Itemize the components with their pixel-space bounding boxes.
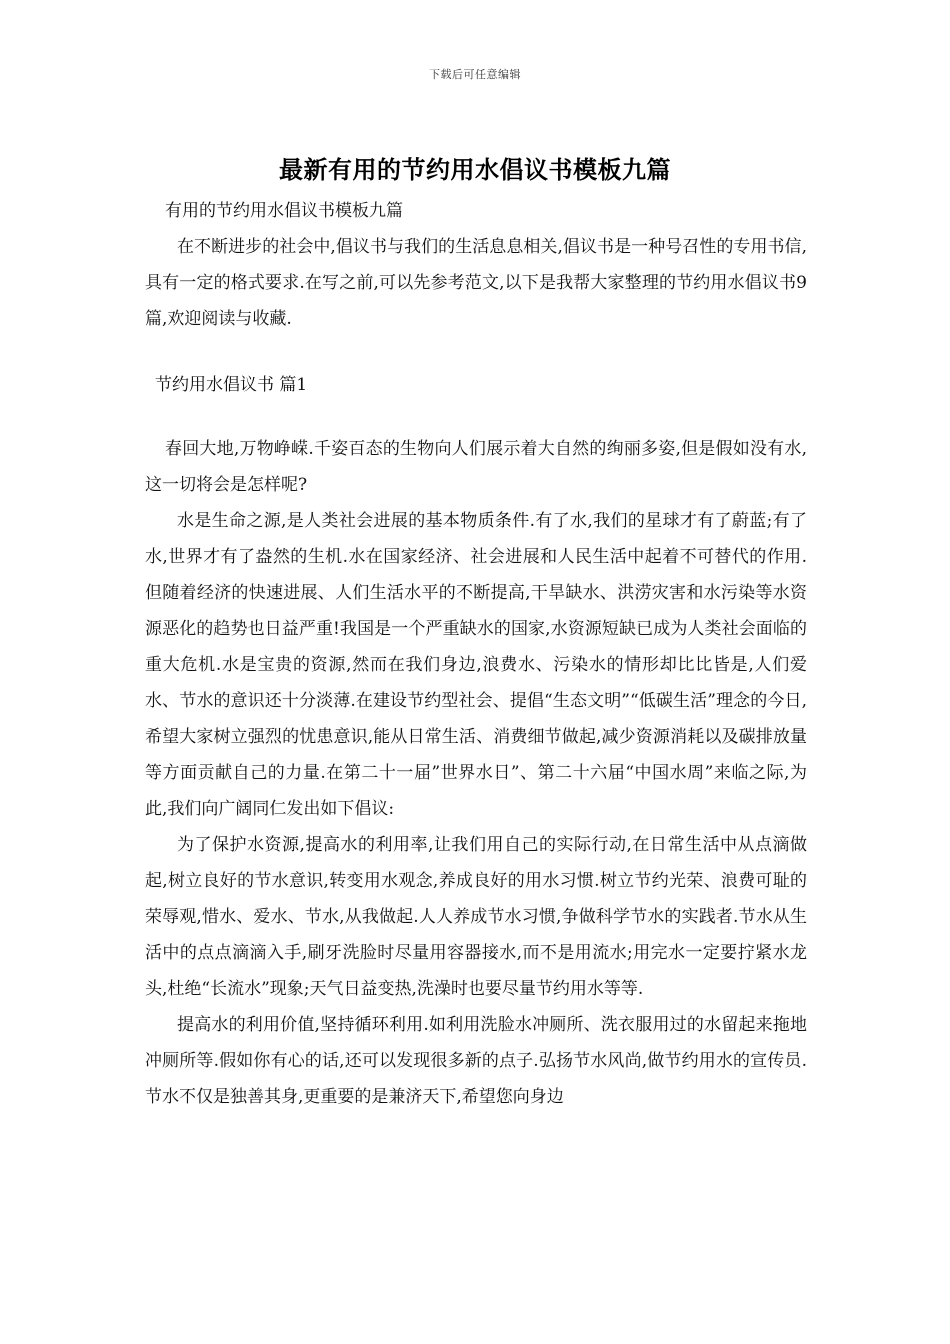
intro-paragraph: 在不断进步的社会中,倡议书与我们的生活息息相关,倡议书是一种号召性的专用书信,具有一定的格式要求.在写之前,可以先参考范文,以下是我帮大家整理的节约用水倡议书9篇,欢迎阅读与收藏. (145, 237, 807, 329)
body-paragraph: 春回大地,万物峥嵘.千姿百态的生物向人们展示着大自然的绚丽多姿,但是假如没有水,这一切将会是怎样呢? (145, 439, 807, 495)
document-subtitle: 有用的节约用水倡议书模板九篇 (165, 201, 403, 221)
document-body (145, 193, 807, 1115)
body-paragraph: 提高水的利用价值,坚持循环利用.如利用洗脸水冲厕所、洗衣服用过的水留起来拖地冲厕所等.假如你有心的话,还可以发现很多新的点子.弘扬节水风尚,做节约用水的宣传员.节水不仅是独善其身,更重要的是兼济天下,希望您向身边 (145, 1015, 807, 1107)
body-paragraph: 为了保护水资源,提高水的利用率,让我们用自己的实际行动,在日常生活中从点滴做起,树立良好的节水意识,转变用水观念,养成良好的用水习惯.树立节约光荣、浪费可耻的荣辱观,惜水、爱水、节水,从我做起.人人养成节水习惯,争做科学节水的实践者.节水从生活中的点点滴滴入手,刷牙洗脸时尽量用容器接水,而不是用流水;用完水一定要拧紧水龙头,杜绝“长流水”现象;天气日益变热,洗澡时也要尽量节约用水等等. (145, 835, 807, 999)
body-paragraph: 水是生命之源,是人类社会进展的基本物质条件.有了水,我们的星球才有了蔚蓝;有了水,世界才有了盎然的生机.水在国家经济、社会进展和人民生活中起着不可替代的作用.但随着经济的快速进展、人们生活水平的不断提高,干旱缺水、洪涝灾害和水污染等水资源恶化的趋势也日益严重!我国是一个严重缺水的国家,水资源短缺已成为人类社会面临的重大危机.水是宝贵的资源,然而在我们身边,浪费水、污染水的情形却比比皆是,人们爱水、节水的意识还十分淡薄.在建设节约型社会、提倡“生态文明”“低碳生活”理念的今日,希望大家树立强烈的忧患意识,能从日常生活、消费细节做起,减少资源消耗以及碳排放量等方面贡献自己的力量.在第二十一届”世界水日”、第二十六届“中国水周”来临之际,为此,我们向广阔同仁发出如下倡议: (145, 511, 807, 819)
document-title: 最新有用的节约用水倡议书模板九篇 (279, 156, 671, 184)
header-note: 下载后可任意编辑 (429, 68, 521, 81)
section-heading: 节约用水倡议书 篇1 (155, 375, 308, 395)
